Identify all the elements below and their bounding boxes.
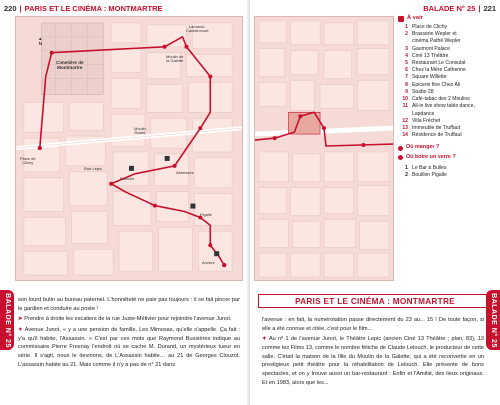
legend-item: 4 Ciné 13 Théâtre	[405, 52, 449, 59]
left-page-title: PARIS ET LE CINÉMA : MONTMARTRE	[24, 4, 163, 13]
map-label-lamarck: Lamarck- Caulaincourt	[186, 24, 209, 34]
legend-item: 11 All-in live show table dance,	[402, 103, 475, 110]
legend-item: Lapdance	[412, 110, 435, 117]
right-map	[254, 16, 394, 281]
map-label-pigalle: Pigalle	[200, 212, 213, 217]
legend-see-heading: À voir	[398, 15, 496, 23]
left-page-header: 220 | PARIS ET LE CINÉMA : MONTMARTRE	[4, 4, 163, 13]
legend-eat-heading: Où manger ?	[398, 144, 496, 152]
legend-drink-list	[398, 165, 496, 179]
right-paragraph: ✦ Au nº 1 de l'avenue Junot, le Théâtre Lepic (ancien Ciné 13 Théâtre ; plan, 83), 13 comme les Films 13, comme le nombre fétiche de Claude Lelouch, le producteur de cette salle. C'était la maison de la fille du Moulin de la Galette, qui a été reconvertie en un prestigieux petit théâtre pour la réhabilitation de Lelouch. Elle présente de bons spectacles, et on y trouve aussi un bar-restaurant : Enfin et l'Amitié, des lieux originaux. Et en 1983, alors que les...	[262, 336, 484, 386]
section-banner: PARIS ET LE CINÉMA : MONTMARTRE	[258, 294, 492, 308]
map-label-moulin-radet: Moulin Radet	[134, 126, 146, 136]
glass-icon	[398, 155, 403, 160]
right-side-tab: BALADE N° 25	[486, 290, 500, 350]
right-paragraph: l'avenue : en fait, la numérotation passe directement du 23 au... 15 ! De toute façon, si elle a été connue et citée, c'est pour le film...	[262, 317, 484, 332]
north-arrow-icon: ▲ N	[38, 36, 43, 46]
right-map-svg	[255, 17, 393, 280]
legend-item: 2 Bouillon Pigalle	[405, 172, 447, 178]
film-icon: ✦	[18, 326, 25, 333]
left-side-tab: BALADE N° 25	[0, 290, 14, 350]
legend-see-list	[398, 24, 496, 140]
legend-item: 13 Immeuble de Truffaut	[402, 125, 461, 131]
legend-item: 1 Le Bar à Bulles	[405, 164, 447, 171]
legend-item: 2 Brasserie Wepler et	[405, 31, 457, 38]
legend-item: 8 Épicerie fine Chez Ali	[405, 81, 461, 88]
legend-item: 14 Résidence de Truffaut	[402, 132, 462, 139]
legend-drink-heading: Où boire un verre ?	[398, 154, 496, 162]
left-page-number: 220	[4, 4, 17, 13]
legend-item: 12 Villa Fréchet	[402, 117, 441, 124]
map-label-anvers: Anvers	[202, 260, 215, 265]
film-icon: ✦	[262, 336, 269, 343]
legend-item: 10 Café-tabac des 2 Moulins	[402, 96, 470, 103]
legend-item: 9 Studio 28	[405, 88, 434, 95]
legend-item: 7 Square Willette	[405, 74, 447, 81]
right-page-number: 221	[483, 4, 496, 13]
map-label-lepic: Rue Lepic	[84, 166, 103, 171]
left-map-svg	[16, 17, 242, 280]
arrow-icon: ➤	[18, 316, 25, 323]
left-paragraph: ✦ Avenue Junot, « y a une pension de famille. Les Mimosas, qu'elle s'appelle. Ça fait : y'a qu'il habite, l'Assassin. » C'est par ces mots que Raymond Bussières indique au commissaire Pierre Fresnay l'endroit où se cache M. Durand, un mystérieux tueur en série. Il s'agit, nous le devinons, de L'Assassin habite… au 21 de Georges Clouzot. L'assassin habite au 21. Mais comme il n'y a pas de n° 21 dans	[18, 326, 240, 368]
map-label-clichy: Place de Clichy	[20, 156, 36, 166]
map-label-blanche: Blanche	[120, 176, 135, 181]
left-map	[15, 16, 243, 281]
left-paragraph: son lourd butin au bureau paternel. L'honnêteté ne paie pas toujours : il se fait pincer par le gardien et conduire au poste !	[18, 297, 240, 312]
right-body-text	[262, 316, 484, 389]
map-label-abbesses: Abbesses	[176, 170, 194, 175]
left-paragraph: ➤ Prendre à droite les escaliers de la rue Juste-Métivier pour rejoindre l'avenue Junot.	[18, 316, 232, 323]
legend-item: 5 Restaurant Le Consulat	[405, 60, 466, 67]
map-label-cemetery: Cimetière de Montmartre	[56, 60, 84, 70]
legend-item: 1 Place de Clichy	[405, 23, 448, 30]
right-header-label: BALADE N° 25	[423, 4, 476, 13]
map-legend	[398, 14, 496, 179]
legend-item: cinéma Pathé Wepler	[412, 38, 461, 45]
legend-item: 6 Chez la Mère Catherine	[405, 67, 466, 74]
eye-icon	[398, 16, 404, 22]
legend-item: 3 Gaumont Palace	[405, 45, 450, 52]
right-page-header: BALADE N° 25 | 221	[423, 4, 496, 13]
left-body-text	[18, 296, 240, 371]
map-label-moulin-galette: Moulin de la Galette	[166, 54, 184, 64]
fork-icon	[398, 146, 403, 151]
